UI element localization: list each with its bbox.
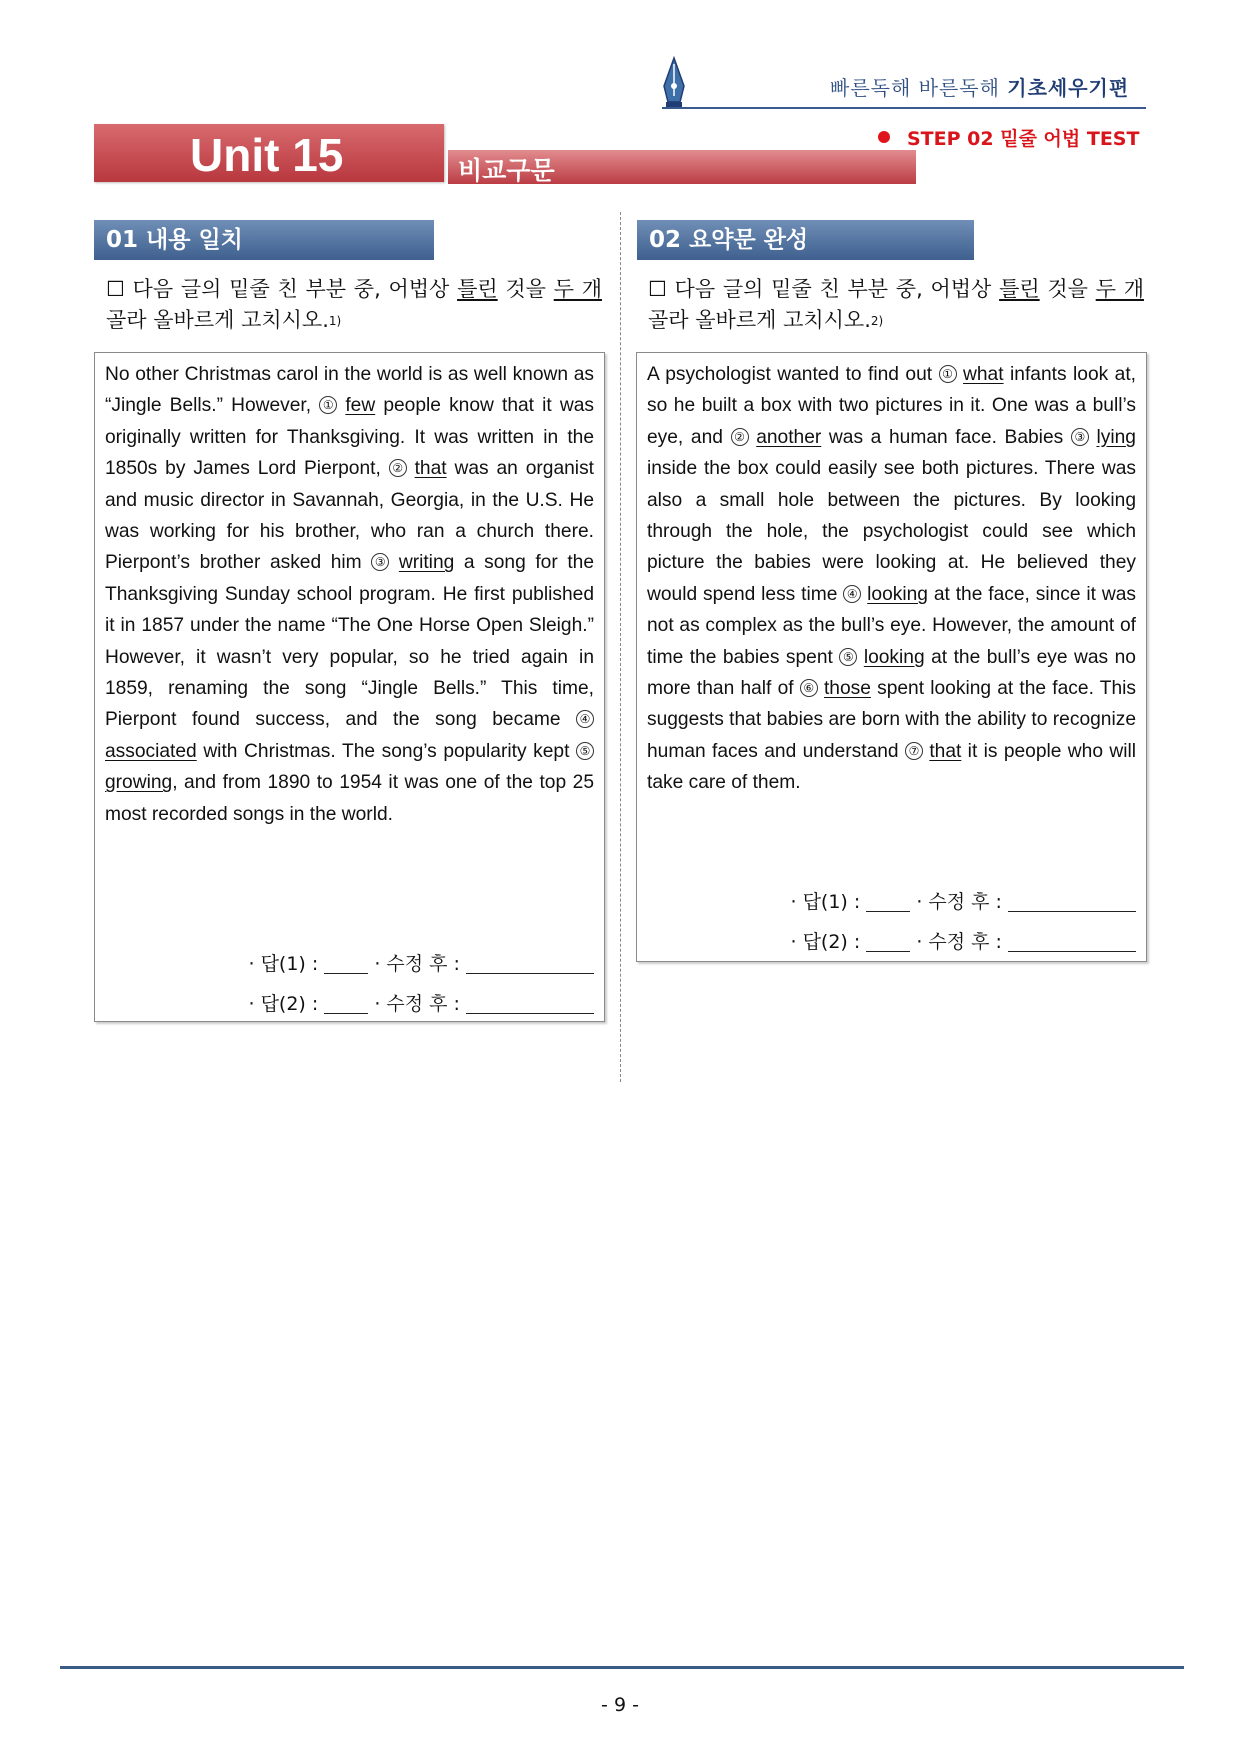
passage-text: A psychologist wanted to find out: [647, 364, 939, 385]
fix-label: · 수정 후 :: [374, 993, 460, 1015]
passage-text: with Christmas. The song’s popularity kept: [196, 740, 576, 762]
step-label: STEP 02 밑줄 어법 TEST: [907, 128, 1140, 150]
passage-text: was a human face. Babies: [821, 426, 1071, 448]
answer-blank[interactable]: [866, 933, 910, 952]
footnote-marker: 1): [328, 314, 342, 328]
page-number: - 9 -: [601, 1694, 639, 1716]
footnote-marker: 2): [870, 314, 884, 328]
answer-line-1: [248, 949, 594, 976]
section-2-passage: [647, 359, 1136, 799]
unit-subtitle: 비교구문: [458, 156, 555, 185]
passage-text: at the face, since it was not as complex as the bull’s eye. However, the amount of time the babies spent: [647, 583, 1136, 668]
answer-line-1: [790, 887, 1136, 914]
instruction-mid: 것을: [1039, 277, 1096, 301]
marker-4: ④: [843, 585, 861, 603]
underlined-word-7: that: [929, 740, 962, 762]
red-dot-icon: [878, 131, 890, 143]
book-level: 기초세우기편: [1007, 76, 1130, 100]
passage-text: spent looking at the face. This suggests that babies are born with the ability to recognize human faces and understand: [647, 678, 1136, 762]
underlined-word-4: looking: [867, 583, 928, 605]
fix-blank[interactable]: [466, 955, 594, 974]
section-1-instruction: [106, 274, 602, 337]
answer-label: · 답(2) :: [790, 931, 861, 953]
answer-blank[interactable]: [324, 995, 368, 1014]
answer-line-2: [248, 989, 594, 1016]
marker-2: ②: [389, 459, 407, 477]
marker-6: ⑥: [800, 679, 818, 697]
underlined-word-2: another: [756, 426, 822, 448]
underlined-word-2: that: [414, 458, 447, 480]
instruction-underline-wrong: 틀린: [999, 277, 1040, 301]
marker-4: ④: [576, 710, 594, 728]
section-2-title: 02 요약문 완성: [637, 220, 974, 260]
marker-1: ①: [939, 365, 957, 383]
fix-blank[interactable]: [1008, 893, 1136, 912]
column-divider: [620, 212, 621, 1082]
answer-blank[interactable]: [866, 893, 910, 912]
passage-text: No other Christmas carol in the world is as well known as “Jingle Bells.” However,: [105, 364, 594, 417]
marker-3: ③: [1071, 428, 1089, 446]
underlined-word-3: writing: [398, 552, 455, 574]
instruction-mid: 것을: [497, 277, 554, 301]
passage-text: , and from 1890 to 1954 it was one of the top 25 most recorded songs in the world.: [105, 772, 594, 825]
instruction-prefix: ☐ 다음 글의 밑줄 친 부분 중, 어법상: [648, 277, 1000, 301]
footer-rule: [60, 1666, 1184, 1669]
underlined-word-4: associated: [105, 740, 197, 762]
instruction-underline-two: 두 개: [1095, 277, 1145, 301]
instruction-prefix: ☐ 다음 글의 밑줄 친 부분 중, 어법상: [106, 277, 458, 301]
answer-label: · 답(2) :: [248, 993, 319, 1015]
passage-text: people know that it was originally written for Thanksgiving. It was written in the 1850s by James Lord Pierpont,: [105, 395, 594, 480]
underlined-word-1: few: [345, 395, 376, 417]
section-1-title: 01 내용 일치: [94, 220, 434, 260]
fountain-pen-nib-icon: [660, 56, 688, 112]
underlined-word-5: growing: [105, 772, 173, 794]
marker-7: ⑦: [905, 742, 923, 760]
passage-text: was an organist and music director in Savannah, Georgia, in the U.S. He was working for his brother, who ran a church there. Pierpont’s brother asked him: [105, 458, 594, 574]
answer-label: · 답(1) :: [248, 953, 319, 975]
answer-blank[interactable]: [324, 955, 368, 974]
header-rule: [662, 107, 1146, 109]
marker-3: ③: [371, 553, 389, 571]
passage-text: it is people who will take care of them.: [647, 740, 1136, 794]
fix-label: · 수정 후 :: [374, 953, 460, 975]
passage-text: infants look at, so he built a box with two pictures in it. One was a bull’s eye, and: [647, 364, 1136, 448]
fix-label: · 수정 후 :: [916, 931, 1002, 953]
underlined-word-5: looking: [863, 646, 925, 668]
instruction-underline-two: 두 개: [553, 277, 603, 301]
instruction-suffix: 골라 올바르게 고치시오.: [106, 308, 329, 332]
passage-text: inside the box could easily see both pictures. There was also a small hole between the pictures. By looking through the hole, the psychologist could see which picture the babies were looking at. He believed they would spend less time: [647, 458, 1136, 605]
section-2-passage-box: [636, 352, 1147, 962]
marker-1: ①: [319, 396, 337, 414]
passage-text: a song for the Thanksgiving Sunday school program. He first published it in 1857 under the name “The One Horse Open Sleigh.” However, it wasn’t very popular, so he tried again in 1859, renaming the song “Jingle Bells.” This time, Pierpont found success, and the song became: [105, 552, 594, 731]
underlined-word-3: lying: [1096, 426, 1136, 448]
marker-5: ⑤: [839, 648, 857, 666]
answer-line-2: [790, 927, 1136, 954]
answer-label: · 답(1) :: [790, 891, 861, 913]
fix-blank[interactable]: [466, 995, 594, 1014]
section-2-instruction: [648, 274, 1144, 337]
book-series: 빠른독해 바른독해: [830, 76, 1000, 100]
fix-blank[interactable]: [1008, 933, 1136, 952]
section-1-passage-box: [94, 352, 605, 1022]
marker-5: ⑤: [576, 742, 594, 760]
underlined-word-1: what: [963, 364, 1004, 385]
instruction-underline-wrong: 틀린: [457, 277, 498, 301]
section-1-passage: [105, 359, 594, 830]
fix-label: · 수정 후 :: [916, 891, 1002, 913]
book-title: [830, 72, 1129, 101]
unit-title: Unit 15: [190, 129, 344, 181]
instruction-suffix: 골라 올바르게 고치시오.: [648, 308, 871, 332]
marker-2: ②: [731, 428, 749, 446]
passage-text: at the bull’s eye was no more than half of: [647, 646, 1136, 700]
underlined-word-6: those: [823, 678, 871, 700]
